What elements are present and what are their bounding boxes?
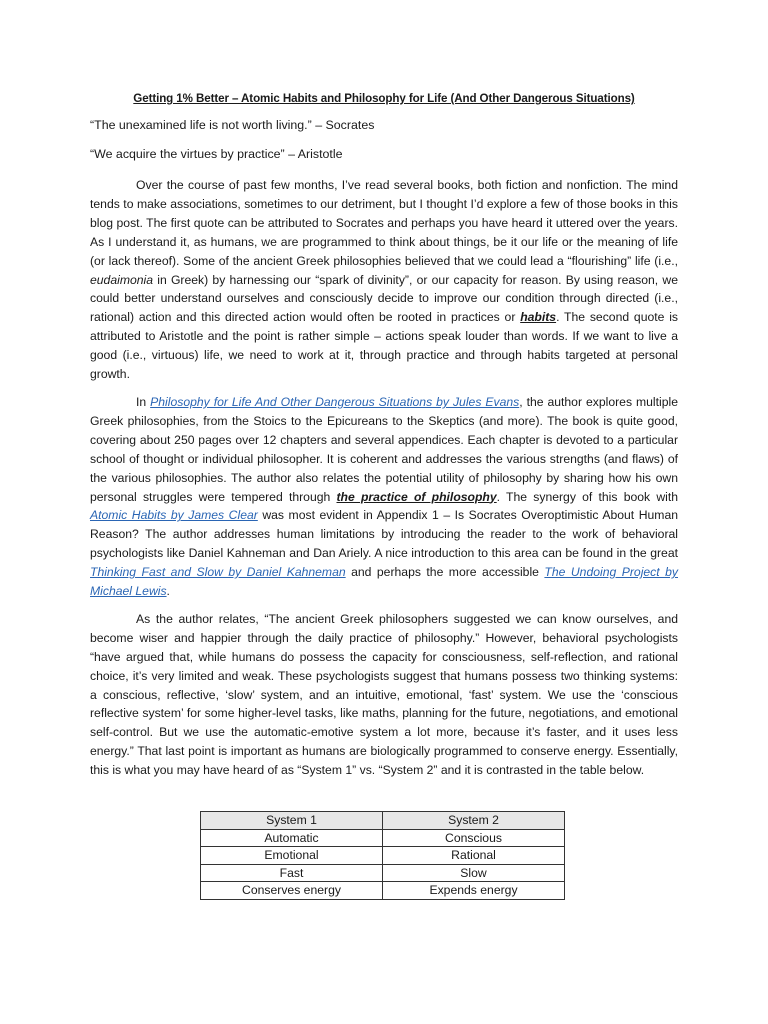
undoing-project-link[interactable]: The Undoing Project by Michael Lewis — [90, 565, 678, 599]
philosophy-for-life-link[interactable]: Philosophy for Life And Other Dangerous Situations by Jules Evans — [150, 394, 520, 409]
intro-text-a: Over the course of past few months, I’ve read several books, both fiction and nonfiction. The mind tends to make associations, sometimes to our detriment, but I thought I’d explore a few of those books in this blog post. The first quote can be attributed to Socrates and perhaps you have heard it uttered over the years. As I understand it, as humans, we are programmed to think about things, be it our life or the meaning of life (or lack thereof). Some of the ancient Greek philosophies believed that we could lead a “flourishing” life (i.e., — [90, 178, 678, 268]
intro-text-c: . The second quote is attributed to Aristotle and the point is rather simple – actions speak louder than words. If we want to live a good (i.e., virtuous) life, we need to work at it, through practice and through habits targeted at personal growth. — [90, 310, 679, 382]
table-header-system-2: System 2 — [383, 812, 565, 830]
books-text-c: . The synergy of this book with — [496, 489, 679, 504]
books-text-f: . — [166, 584, 170, 599]
table-cell: Fast — [201, 864, 383, 882]
document-title: Getting 1% Better – Atomic Habits and Philosophy for Life (And Other Dangerous Situations) — [133, 92, 635, 105]
habits-term: habits — [520, 310, 557, 325]
table-row — [201, 882, 565, 900]
table-cell: Conserves energy — [201, 882, 383, 900]
table-header-row — [201, 812, 565, 830]
document-body — [90, 92, 678, 789]
books-text-a: In — [136, 394, 151, 409]
books-text-e: and perhaps the more accessible — [345, 565, 545, 580]
table-row — [201, 864, 565, 882]
table-header-system-1: System 1 — [201, 812, 383, 830]
socrates-quote: “The unexamined life is not worth living.” – Socrates — [90, 118, 375, 132]
table-cell: Emotional — [201, 847, 383, 865]
books-text-b: , the author explores multiple Greek philosophies, from the Stoics to the Epicureans to the Skeptics (and more). The book is quite good, covering about 250 pages over 12 chapters and several appendices. Each chapter is devoted to a particular school of thought or individual philosopher. It is coherent and addresses the various strengths (and flaws) of the various philosophies. The author also relates the potential utility of philosophy by sharing how his own personal struggles were tempered through — [90, 394, 678, 504]
eudaimonia-term: eudaimonia — [90, 272, 154, 287]
table-cell: Automatic — [201, 829, 383, 847]
thinking-fast-and-slow-link[interactable]: Thinking Fast and Slow by Daniel Kahneman — [90, 565, 346, 580]
paragraph-books — [90, 393, 678, 601]
books-text-d: was most evident in Appendix 1 – Is Socrates Overoptimistic About Human Reason? The author addresses human limitations by introducing the reader to the work of behavioral psychologists like Daniel Kahneman and Dan Ariely. A nice introduction to this area can be found in the great — [90, 508, 678, 561]
systems-table — [200, 811, 565, 900]
table-row — [201, 829, 565, 847]
atomic-habits-link[interactable]: Atomic Habits by James Clear — [90, 508, 258, 523]
paragraph-intro — [90, 176, 678, 384]
practice-of-philosophy-term: the practice of philosophy — [336, 489, 497, 504]
paragraph-systems: As the author relates, “The ancient Greek philosophers suggested we can know ourselves, and become wiser and happier through the daily practice of philosophy.” However, behavioral psychologists “have argued that, while humans do possess the capacity for consciousness, self-reflection, and rational choice, it’s very limited and weak. These psychologists suggest that humans possess two thinking systems: a conscious, reflective, ‘slow’ system, and an intuitive, emotional, ‘fast’ system. We use the ‘conscious reflective system’ for some higher-level tasks, like maths, planning for the future, negotiations, and emotional self-control. But we use the automatic-emotive system a lot more, because it’s faster, and it uses less energy.” That last point is important as humans are biologically programmed to conserve energy. Essentially, this is what you may have heard of as “System 1” vs. “System 2” and it is contrasted in the table below. — [90, 611, 678, 778]
table-cell: Slow — [383, 864, 565, 882]
aristotle-quote: “We acquire the virtues by practice” – Aristotle — [90, 147, 343, 161]
table-row — [201, 847, 565, 865]
table-cell: Conscious — [383, 829, 565, 847]
intro-text-b: in Greek) by harnessing our “spark of divinity”, or our capacity for reason. By using reason, we could better understand ourselves and consciously decide to improve our condition through directed (i.e., rational) action and this directed action would often be rooted in practices or — [90, 272, 678, 325]
table-cell: Expends energy — [383, 882, 565, 900]
table-cell: Rational — [383, 847, 565, 865]
